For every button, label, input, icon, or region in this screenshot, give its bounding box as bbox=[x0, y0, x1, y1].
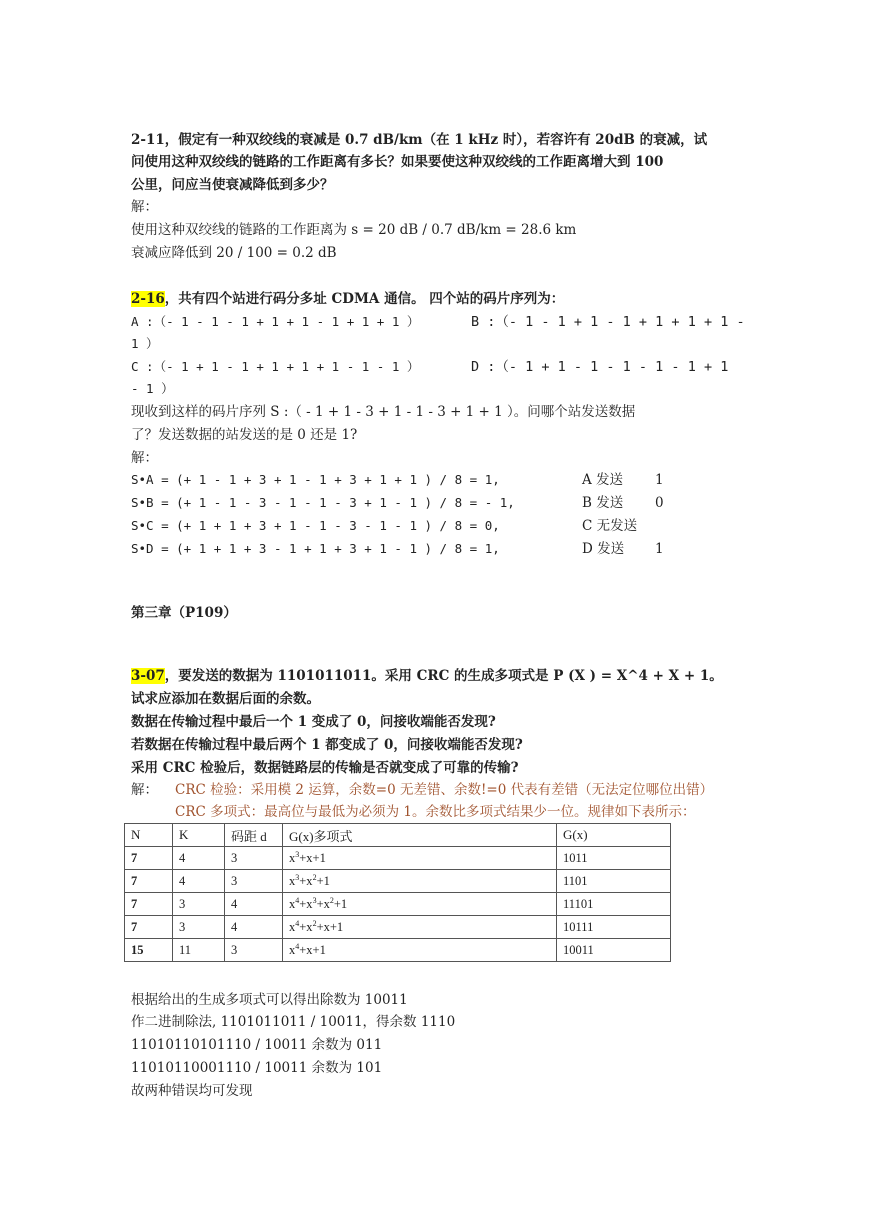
q3-07-answer-2: 作二进制除法, 1101011011 / 10011，得余数 1110 bbox=[131, 1014, 456, 1030]
q2-11-title-line2: 问使用这种双绞线的链路的工作距离有多长？如果要使这种双绞线的工作距离增大到 100 bbox=[131, 154, 664, 170]
received-seq-line2: 了？发送数据的站发送的是 0 还是 1? bbox=[131, 427, 358, 443]
table-row bbox=[125, 870, 671, 893]
q3-07-answer-5: 故两种错误均可发现 bbox=[131, 1083, 253, 1099]
cell-d: 3 bbox=[225, 870, 283, 893]
received-seq: 现收到这样的码片序列 S :（ - 1 + 1 - 3 + 1 - 1 - 3 + 1 + 1 ）。问哪个站发送数据 bbox=[131, 404, 636, 420]
cell-gx: 10111 bbox=[557, 916, 671, 939]
q2-11-answer-1: 使用这种双绞线的链路的工作距离为 s = 20 dB / 0.7 dB/km = 28.6 km bbox=[131, 222, 577, 238]
bit-d: 1 bbox=[655, 541, 664, 557]
cell-n: 7 bbox=[125, 847, 173, 870]
header-gx: G(x) bbox=[557, 824, 671, 847]
q2-11-answer-2: 衰减应降低到 20 / 100 = 0.2 dB bbox=[131, 245, 337, 261]
q2-16-number-highlight: 2-16 bbox=[131, 291, 165, 307]
chapter-heading: 第三章（P109） bbox=[131, 605, 237, 621]
q3-07-answer-3: 11010110101110 / 10011 余数为 011 bbox=[131, 1037, 383, 1053]
table-row bbox=[125, 939, 671, 962]
table-row bbox=[125, 847, 671, 870]
cell-polynomial: $x^4+x+1$ bbox=[283, 939, 557, 962]
chip-seq-d-cont: - 1 ） bbox=[131, 381, 174, 396]
q3-07-title-text: ，要发送的数据为 1101011011。采用 CRC 的生成多项式是 P (X ) = X^4 + X + 1。 bbox=[164, 668, 723, 684]
cell-gx: 11101 bbox=[557, 893, 671, 916]
chip-seq-d: D :（- 1 + 1 - 1 - 1 - 1 - 1 + 1 bbox=[471, 359, 729, 375]
bit-a: 1 bbox=[655, 472, 664, 488]
header-polynomial: G(x)多项式 bbox=[283, 824, 557, 847]
q3-07-answer-4: 11010110001110 / 10011 余数为 101 bbox=[131, 1060, 383, 1076]
crc-note-2: CRC 多项式：最高位与最低为必须为 1。余数比多项式结果少一位。规律如下表所示： bbox=[175, 804, 696, 820]
cell-polynomial: $x^4+x^2+x+1$ bbox=[283, 916, 557, 939]
q3-07-title-line5: 采用 CRC 检验后，数据链路层的传输是否就变成了可靠的传输? bbox=[131, 760, 519, 776]
cell-polynomial: $x^3+x^2+1$ bbox=[283, 870, 557, 893]
table-row bbox=[125, 916, 671, 939]
header-n: N bbox=[125, 824, 173, 847]
q3-07-number-highlight: 3-07 bbox=[131, 668, 165, 684]
result-b: B 发送 bbox=[582, 495, 624, 511]
cell-k: 11 bbox=[173, 939, 225, 962]
table-row bbox=[125, 893, 671, 916]
q3-07-title-line2: 试求应添加在数据后面的余数。 bbox=[131, 691, 320, 707]
bit-b: 0 bbox=[655, 495, 664, 511]
inner-product-c: S•C = (+ 1 + 1 + 3 + 1 - 1 - 3 - 1 - 1 ) / 8 = 0, bbox=[131, 518, 500, 533]
cell-n: 7 bbox=[125, 870, 173, 893]
result-c: C 无发送 bbox=[582, 518, 638, 534]
result-a: A 发送 bbox=[582, 472, 624, 488]
cell-k: 3 bbox=[173, 916, 225, 939]
cell-polynomial: $x^3+x+1$ bbox=[283, 847, 557, 870]
q3-07-title-line4: 若数据在传输过程中最后两个 1 都变成了 0，问接收端能否发现? bbox=[131, 737, 523, 753]
inner-product-b: S•B = (+ 1 - 1 - 3 - 1 - 1 - 3 + 1 - 1 ) / 8 = - 1, bbox=[131, 495, 515, 510]
q3-07-title bbox=[131, 666, 723, 686]
cell-n: 15 bbox=[125, 939, 173, 962]
header-distance: 码距 d bbox=[225, 824, 283, 847]
q2-11-title: 2-11，假定有一种双绞线的衰减是 0.7 dB/km（在 1 kHz 时），若容许有 20dB 的衰减，试 bbox=[131, 132, 708, 148]
table-header-row bbox=[125, 824, 671, 847]
q2-16-title-text: ，共有四个站进行码分多址 CDMA 通信。 四个站的码片序列为： bbox=[164, 291, 565, 307]
header-k: K bbox=[173, 824, 225, 847]
q2-16-title bbox=[131, 289, 564, 309]
crc-polynomial-table bbox=[124, 823, 671, 962]
cell-k: 4 bbox=[173, 847, 225, 870]
q2-11-title-line3: 公里，问应当使衰减降低到多少？ bbox=[131, 177, 334, 193]
chip-seq-b-cont: 1 ） bbox=[131, 336, 159, 351]
crc-note-1: CRC 检验：采用模 2 运算，余数=0 无差错、余数!=0 代表有差错（无法定位哪位出错） bbox=[175, 782, 714, 798]
cell-k: 3 bbox=[173, 893, 225, 916]
cell-k: 4 bbox=[173, 870, 225, 893]
cell-gx: 10011 bbox=[557, 939, 671, 962]
q2-16-solution-label: 解： bbox=[131, 450, 158, 466]
q2-11-solution-label: 解： bbox=[131, 199, 158, 215]
cell-gx: 1011 bbox=[557, 847, 671, 870]
cell-n: 7 bbox=[125, 893, 173, 916]
cell-d: 3 bbox=[225, 847, 283, 870]
chip-seq-c: C :（- 1 + 1 - 1 + 1 + 1 + 1 - 1 - 1 ） bbox=[131, 359, 420, 374]
cell-gx: 1101 bbox=[557, 870, 671, 893]
inner-product-a: S•A = (+ 1 - 1 + 3 + 1 - 1 + 3 + 1 + 1 ) / 8 = 1, bbox=[131, 472, 500, 487]
q3-07-title-line3: 数据在传输过程中最后一个 1 变成了 0，问接收端能否发现? bbox=[131, 714, 496, 730]
result-d: D 发送 bbox=[582, 541, 625, 557]
q3-07-solution-label: 解： bbox=[131, 782, 158, 798]
inner-product-d: S•D = (+ 1 + 1 + 3 - 1 + 1 + 3 + 1 - 1 ) / 8 = 1, bbox=[131, 541, 500, 556]
chip-seq-a: A :（- 1 - 1 - 1 + 1 + 1 - 1 + 1 + 1 ） bbox=[131, 314, 420, 329]
q3-07-answer-1: 根据给出的生成多项式可以得出除数为 10011 bbox=[131, 992, 408, 1008]
cell-d: 4 bbox=[225, 893, 283, 916]
cell-polynomial: $x^4+x^3+x^2+1$ bbox=[283, 893, 557, 916]
cell-n: 7 bbox=[125, 916, 173, 939]
cell-d: 4 bbox=[225, 916, 283, 939]
cell-d: 3 bbox=[225, 939, 283, 962]
chip-seq-b: B :（- 1 - 1 + 1 - 1 + 1 + 1 + 1 - bbox=[471, 314, 745, 330]
